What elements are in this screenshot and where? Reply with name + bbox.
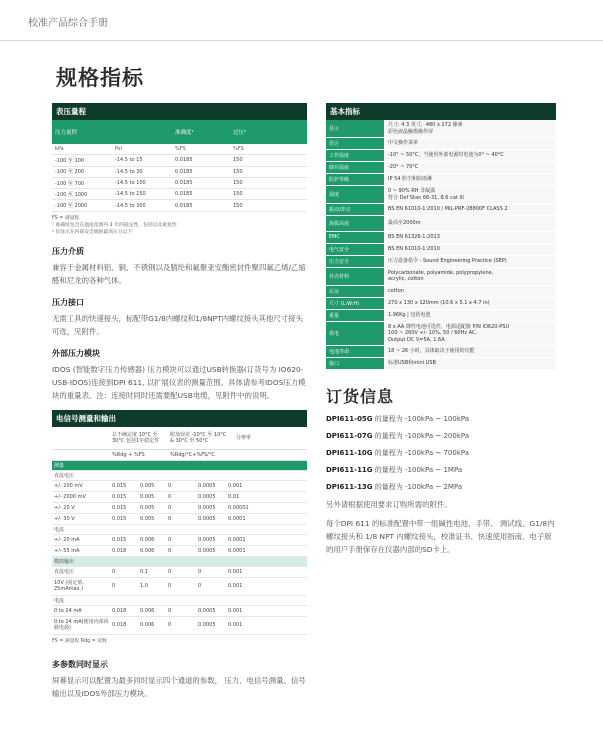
- section-title-external-module: 外部压力模块: [52, 348, 100, 358]
- table-cell: 150: [233, 157, 243, 164]
- table-row: [52, 514, 307, 525]
- spec-value-line: -10° ~ 50°C，当使用外部电源时电池为0° ~ 40°C: [388, 152, 504, 159]
- spec-key: EMC: [326, 232, 384, 243]
- spec-value: [384, 256, 556, 267]
- spec-value: [384, 216, 556, 231]
- table-cell: 0.0001: [228, 536, 246, 543]
- table-cell: 0.005: [140, 482, 155, 489]
- table-cell: 0.0001: [228, 515, 246, 522]
- table-cell: %FS: [233, 146, 244, 153]
- table-cell: 0: [168, 547, 172, 554]
- spec-key: 压力安全: [326, 256, 384, 267]
- header-cell: 总不确定度 10°C 至 30°C 包括1年稳定性: [112, 431, 160, 444]
- electrical-table: [52, 410, 307, 645]
- spec-value: [384, 162, 556, 173]
- table-cell: 0.005: [140, 504, 155, 511]
- spec-value-line: 符合 Def Stan 66-31, 8.6 cat III: [388, 194, 464, 201]
- table-row: [52, 155, 307, 166]
- order-desc: 的量程为 -100kPa ~ 2MPa: [372, 483, 463, 491]
- spec-value-line: 100 ~ 260V +/- 10%, 50 / 60Hz AC,: [388, 330, 477, 336]
- table-cell: +/- 200 mV: [54, 482, 83, 489]
- spec-key: 供电: [326, 322, 384, 346]
- table-cell: 0.006: [140, 622, 155, 629]
- table-cell: 0.0005: [198, 515, 216, 522]
- order-model: DPI611-13G: [326, 483, 373, 491]
- header-cell: 分辨率: [236, 435, 252, 442]
- table-cell: 0 to 24 mA: [54, 607, 82, 614]
- table-cell: 10V (固定值, 25mAmax.): [54, 580, 84, 593]
- spec-row: [326, 268, 556, 286]
- table-cell: 0.018: [112, 622, 127, 629]
- spec-value-line: 18 ~ 26 小时，具体取决于使用的功能: [388, 348, 475, 355]
- spec-value-line: BS EN 61010-1:2010 / MIL-PRF-28800F CLASS 2: [388, 206, 508, 213]
- table-row: [52, 546, 307, 557]
- pressure-table-title: 表压量程: [52, 103, 307, 120]
- spec-value-line: 尺寸: 4.3 英寸，480 x 272 像素: [388, 122, 463, 128]
- table-cell: +/- 30 V: [54, 515, 75, 522]
- electrical-table-body: [52, 461, 307, 635]
- spec-row: [326, 232, 556, 244]
- table-cell: 0.001: [228, 607, 243, 614]
- table-row: [52, 189, 307, 200]
- section-text-multi-param: 屏幕显示可以配置为最多同时显示四个通道的参数， 压力、电信号测量、信号输出以及IDOS外部压力模块。: [52, 675, 306, 698]
- header-cell: 准确度¹: [175, 130, 194, 136]
- table-cell: 150: [233, 202, 243, 209]
- table-cell: 0.015: [112, 536, 127, 543]
- table-cell: 0: [112, 568, 116, 575]
- spec-value: [384, 204, 556, 215]
- group-label: 电流: [54, 526, 65, 533]
- table-cell: 0.1: [140, 568, 148, 575]
- header-rule: [0, 40, 603, 41]
- table-cell: 150: [233, 180, 243, 187]
- table-cell: 0 to 24 mA(使用内部回路电源): [54, 619, 109, 632]
- table-cell: 0: [168, 493, 172, 500]
- spec-value: [384, 150, 556, 161]
- table-cell: 0: [168, 536, 172, 543]
- table-cell: -100 至 700: [55, 180, 85, 187]
- order-item: [326, 465, 556, 475]
- table-cell: 0: [168, 482, 172, 489]
- spec-row: [326, 310, 556, 322]
- spec-value-line: 270 x 130 x 120mm (10.6 x 5.1 x 4.7 in): [388, 299, 490, 306]
- electrical-unit-row: [52, 450, 307, 461]
- spec-value: [384, 310, 556, 321]
- table-cell: 0.0185: [175, 180, 193, 187]
- table-cell: 0.006: [140, 536, 155, 543]
- group-row: [52, 525, 307, 535]
- electrical-table-header: [52, 427, 307, 450]
- table-row: [52, 144, 307, 155]
- table-cell: Psi: [115, 146, 122, 153]
- table-cell: 0.015: [112, 482, 127, 489]
- spec-value-line: 中文操作菜单: [388, 140, 419, 147]
- table-cell: 0.0005: [198, 547, 216, 554]
- table-cell: 0.0005: [198, 536, 216, 543]
- spec-key: 电气安全: [326, 244, 384, 255]
- spec-value: [384, 120, 556, 137]
- table-cell: 0.001: [228, 482, 243, 489]
- spec-value: [384, 286, 556, 297]
- order-item: [326, 448, 556, 458]
- order-title: 订货信息: [326, 387, 395, 406]
- order-item: [326, 414, 556, 424]
- section-text-pressure-port: 无需工具的快速接头，标配带G1/8内螺纹和1/8NPT内螺纹接头其他尺寸接头可选，见附件。: [52, 313, 303, 336]
- order-item: [326, 482, 556, 492]
- table-cell: -14.5 to 100: [115, 180, 146, 187]
- spec-row: [326, 216, 556, 232]
- group-row: [52, 596, 307, 606]
- order-model: DPI611-07G: [326, 432, 373, 440]
- order-list: [326, 414, 556, 492]
- spec-key: 电池寿命: [326, 346, 384, 357]
- table-cell: 0: [168, 504, 172, 511]
- section-title-pressure-port: 压力接口: [52, 297, 84, 307]
- spec-row: [326, 244, 556, 256]
- table-cell: 0.005: [140, 493, 155, 500]
- table-cell: 0.00001: [228, 504, 249, 511]
- table-cell: 0: [168, 607, 172, 614]
- spec-key: 接口: [326, 358, 384, 369]
- table-cell: -14.5 to 15: [115, 157, 143, 164]
- spec-value: [384, 232, 556, 243]
- spec-key: 防护等级: [326, 174, 384, 185]
- spec-row: [326, 358, 556, 370]
- spec-key: 尺寸 (L:W:H): [326, 298, 384, 309]
- section-title-multi-param: 多参数同时显示: [52, 659, 108, 669]
- page-title: 规格指标: [56, 66, 144, 90]
- section-title-pressure-media: 压力介质: [52, 246, 84, 256]
- section-text-external-module: IDOS (智能数字压力传感器) 压力模块可以通过USB转换器(订货号为 IO620-USB-IDOS)连接到DPI 611, 以扩展仪表的测量范围。具体请参考IDOS压力模块的重量表。注：连接时同时还需要配USB电缆，见附件中的说明。: [52, 364, 306, 400]
- table-cell: 0.005: [140, 515, 155, 522]
- spec-value: [384, 174, 556, 185]
- table-cell: 0.015: [112, 515, 127, 522]
- spec-row: [326, 150, 556, 162]
- table-row: [52, 200, 307, 211]
- table-cell: 0.0005: [198, 482, 216, 489]
- table-cell: -100 至 100: [55, 157, 85, 164]
- order-standard-config: 每个DPI 611 的标准配置中带一组碱性电池、手带、 测试线、G1/8内螺纹接头和 1/8 NPT 内螺纹接头，校准证书、快速使用指南、电子版的用户手册保存在仪器内部的SD卡上。: [326, 519, 555, 554]
- group-label: 测量: [54, 462, 65, 469]
- spec-row: [326, 286, 556, 298]
- table-row: [52, 535, 307, 546]
- basic-spec-table: [326, 120, 556, 370]
- table-cell: 0.001: [228, 568, 243, 575]
- order-desc: 的量程为 -100kPa ~ 700kPa: [372, 449, 470, 457]
- table-cell: -14.5 to 300: [115, 202, 146, 209]
- footnote: ¹ 准确度包含在温度范围内 1 年的稳定性。包括以及重复性: [52, 222, 177, 228]
- spec-key: 工作温度: [326, 150, 384, 161]
- spec-key: 湿度: [326, 186, 384, 203]
- spec-key: 重量: [326, 310, 384, 321]
- spec-row: [326, 322, 556, 347]
- order-note: 另外请根据使用要求订购所需的附件。: [326, 500, 452, 509]
- electrical-table-title: 电信号测量和输出: [52, 410, 307, 427]
- table-cell: +/- 55 mA: [54, 547, 80, 554]
- spec-row: [326, 204, 556, 216]
- spec-key: 海拔高度: [326, 216, 384, 231]
- spec-key: 储存温度: [326, 162, 384, 173]
- table-cell: 0.018: [112, 607, 127, 614]
- table-cell: %Rdg + %FS: [112, 451, 145, 458]
- table-row: [52, 567, 307, 578]
- group-label: 电流: [54, 597, 65, 604]
- spec-row: [326, 162, 556, 174]
- table-row: [52, 606, 307, 617]
- header-cell: 附加误差 -10°C 至 10°C & 30°C 至 50°C: [170, 431, 227, 444]
- spec-value-line: BS EN 61326-1:2013: [388, 234, 440, 240]
- spec-value: [384, 322, 556, 346]
- group-label: 直流电压: [54, 472, 75, 479]
- table-cell: 0.0005: [198, 493, 216, 500]
- table-cell: 0.0185: [175, 191, 193, 198]
- spec-key: 振动/冲击: [326, 204, 384, 215]
- table-cell: 1.0: [140, 583, 148, 590]
- order-item: [326, 431, 556, 441]
- table-cell: 0.006: [140, 607, 155, 614]
- spec-value-line: IP 54 防尘和防雨淋: [388, 176, 433, 183]
- spec-value-line: BS EN 61010-1:2010: [388, 245, 440, 252]
- order-desc: 的量程为 -100kPa ~ 100kPa: [372, 415, 470, 423]
- table-cell: 0: [198, 583, 202, 590]
- running-header: 校准产品综合手册: [28, 18, 108, 29]
- table-cell: +/- 20 V: [54, 504, 75, 511]
- table-cell: 0.0001: [228, 547, 246, 554]
- section-text-pressure-media: 兼容于金属材料铝、铜、不锈钢以及腈纶和氟聚亚安酯密封件聚四氟乙烯/乙缩醛和尼龙的各种气体。: [52, 262, 306, 285]
- table-cell: 0: [198, 568, 202, 575]
- table-row: [52, 481, 307, 492]
- table-cell: 0.006: [140, 547, 155, 554]
- table-cell: 0: [168, 622, 172, 629]
- table-cell: 0.0185: [175, 202, 193, 209]
- header-cell: 压力量程: [55, 130, 78, 136]
- group-row: [52, 471, 307, 481]
- table-cell: 150: [233, 168, 243, 175]
- spec-value-line: cotton: [388, 287, 404, 294]
- spec-value-line: -20° ~ 70°C: [388, 164, 419, 171]
- footnote: ² 仅显示在内部安全阀的最高压力以下: [52, 229, 133, 235]
- table-cell: 0: [112, 583, 116, 590]
- pressure-table: [52, 103, 307, 236]
- table-cell: 150: [233, 191, 243, 198]
- table-cell: kPa: [55, 146, 64, 153]
- basic-spec-title: 基本指标: [326, 103, 556, 120]
- table-cell: +/- 2000 mV: [54, 493, 86, 500]
- table-cell: +/- 20 mA: [54, 536, 80, 543]
- spec-value: [384, 244, 556, 255]
- order-model: DPI611-10G: [326, 449, 373, 457]
- spec-row: [326, 174, 556, 186]
- table-cell: 0.018: [112, 547, 127, 554]
- table-cell: 直流电压: [54, 568, 75, 575]
- group-label: 模拟输出: [54, 558, 75, 565]
- spec-value-line: 0 ~ 90% RH 非凝露: [388, 188, 436, 194]
- right-column: [326, 103, 556, 556]
- table-cell: 0.0185: [175, 168, 193, 175]
- spec-row: [326, 120, 556, 138]
- footnote: FS = 满量程: [52, 215, 80, 221]
- table-cell: 0.0005: [198, 607, 216, 614]
- spec-row: [326, 138, 556, 150]
- spec-value-line: 1.96Kg | 包括电池: [388, 311, 431, 318]
- table-cell: -100 至 2000: [55, 203, 88, 210]
- spec-value-line: Polycarbonate, polyamide, polypropylene,: [388, 269, 494, 276]
- spec-value-line: 压力设备指令 - Sound Engineering Practice (SEP): [388, 257, 507, 264]
- spec-value-line: 8 x AA 锂性电池可选件，电源适配器 P/N IO620-PSU: [388, 323, 510, 330]
- pressure-table-header: [52, 120, 307, 144]
- order-model: DPI611-05G: [326, 415, 373, 423]
- table-cell: 0: [168, 515, 172, 522]
- spec-value-line: acrylic, cotton: [388, 276, 424, 282]
- table-cell: 0.001: [228, 622, 243, 629]
- group-row: [52, 557, 307, 567]
- spec-value: [384, 346, 556, 357]
- table-cell: -14.5 to 30: [115, 168, 143, 175]
- table-cell: -100 至 1000: [55, 191, 88, 198]
- table-row: [52, 178, 307, 189]
- spec-value: [384, 298, 556, 309]
- table-cell: 0.0185: [175, 157, 193, 164]
- table-cell: 0.01: [228, 493, 240, 500]
- order-model: DPI611-11G: [326, 466, 373, 474]
- spec-value-line: Output DC V=5A, 1.6A: [388, 336, 445, 343]
- spec-value: [384, 358, 556, 369]
- spec-value-line: 标准USB和mini USB: [388, 360, 436, 367]
- header-cell: 过压²: [233, 130, 247, 136]
- table-cell: 0: [168, 583, 172, 590]
- spec-row: [326, 186, 556, 204]
- group-row: [52, 461, 307, 471]
- table-cell: 0.015: [112, 504, 127, 511]
- left-column: [52, 103, 307, 700]
- order-desc: 的量程为 -100kPa ~ 1MPa: [372, 466, 463, 474]
- spec-row: [326, 256, 556, 268]
- table-cell: -14.5 to 150: [115, 191, 146, 198]
- table-row: [52, 578, 307, 596]
- table-cell: 0: [168, 568, 172, 575]
- table-cell: 0.015: [112, 493, 127, 500]
- table-cell: %FS: [175, 146, 186, 153]
- spec-key: 语言: [326, 138, 384, 149]
- table-row: [52, 492, 307, 503]
- spec-key: 认证: [326, 286, 384, 297]
- spec-key: 外壳材料: [326, 268, 384, 285]
- table-cell: 0.0005: [198, 504, 216, 511]
- table-cell: -100 至 200: [55, 169, 85, 176]
- order-desc: 的量程为 -100kPa ~ 200kPa: [372, 432, 470, 440]
- spec-value: [384, 268, 556, 285]
- table-row: [52, 617, 307, 635]
- table-cell: 0.001: [228, 583, 243, 590]
- spec-value-line: 彩色液晶触摸操作屏: [388, 128, 434, 135]
- table-cell: 0.0005: [198, 622, 216, 629]
- table-cell: %Rdg/°C+%FS/°C: [170, 451, 215, 458]
- spec-row: [326, 346, 556, 358]
- spec-key: 显示: [326, 120, 384, 137]
- spec-value: [384, 138, 556, 149]
- footnote: FS = 满量程 Rdg = 读数: [52, 638, 107, 644]
- spec-value: [384, 186, 556, 203]
- spec-row: [326, 298, 556, 310]
- spec-value-line: 最高至2000m: [388, 220, 421, 227]
- table-row: [52, 167, 307, 178]
- table-row: [52, 503, 307, 514]
